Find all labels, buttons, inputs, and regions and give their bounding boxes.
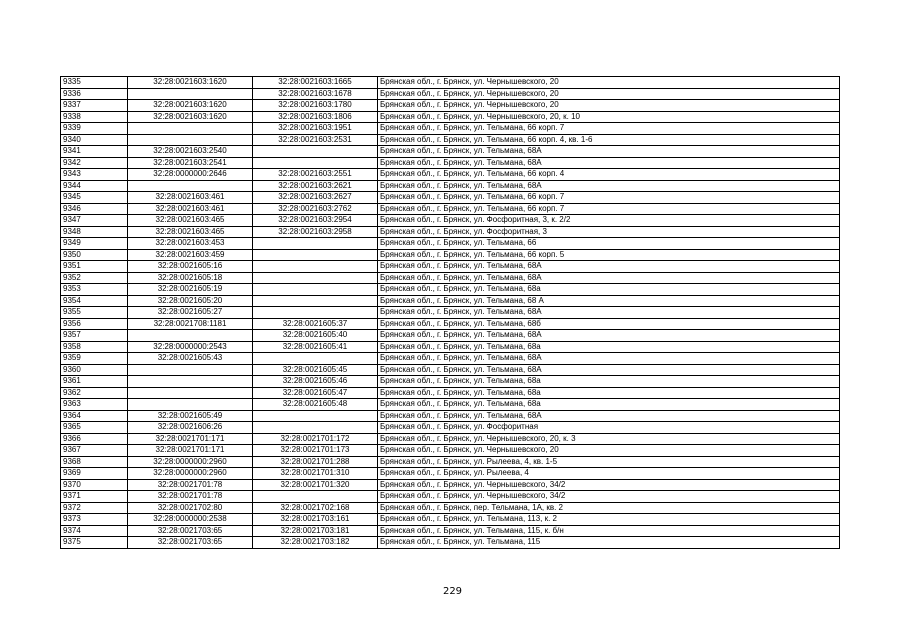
cadastral-number-cell: 32:28:0021605:16 (128, 261, 253, 273)
row-number-cell: 9359 (61, 353, 128, 365)
object-number-cell (253, 146, 378, 158)
cadastral-number-cell: 32:28:0021605:43 (128, 353, 253, 365)
object-number-cell (253, 295, 378, 307)
cadastral-number-cell: 32:28:0021701:171 (128, 445, 253, 457)
address-cell: Брянская обл., г. Брянск, ул. Тельмана, 68А (378, 330, 840, 342)
cadastral-number-cell: 32:28:0000000:2646 (128, 169, 253, 181)
table-row (61, 226, 840, 238)
object-number-cell: 32:28:0021605:37 (253, 318, 378, 330)
table-row (61, 169, 840, 181)
row-number-cell: 9339 (61, 123, 128, 135)
table-row (61, 341, 840, 353)
table-row (61, 479, 840, 491)
row-number-cell: 9349 (61, 238, 128, 250)
cadastral-number-cell (128, 88, 253, 100)
cadastral-number-cell (128, 364, 253, 376)
table-row (61, 203, 840, 215)
table-row (61, 491, 840, 503)
object-number-cell: 32:28:0021603:2958 (253, 226, 378, 238)
cadastral-number-cell (128, 376, 253, 388)
object-number-cell: 32:28:0021603:1665 (253, 77, 378, 89)
row-number-cell: 9368 (61, 456, 128, 468)
object-number-cell: 32:28:0021703:181 (253, 525, 378, 537)
object-number-cell (253, 410, 378, 422)
address-cell: Брянская обл., г. Брянск, ул. Рылеева, 4, кв. 1-5 (378, 456, 840, 468)
row-number-cell: 9348 (61, 226, 128, 238)
object-number-cell (253, 249, 378, 261)
table-row (61, 537, 840, 549)
table-row (61, 433, 840, 445)
table-row (61, 364, 840, 376)
table-row (61, 272, 840, 284)
table-row (61, 180, 840, 192)
table-row (61, 100, 840, 112)
address-cell: Брянская обл., г. Брянск, ул. Тельмана, 66 корп. 7 (378, 192, 840, 204)
cadastral-number-cell: 32:28:0021603:461 (128, 192, 253, 204)
table-row (61, 422, 840, 434)
row-number-cell: 9365 (61, 422, 128, 434)
cadastral-number-cell: 32:28:0021603:1620 (128, 77, 253, 89)
address-cell: Брянская обл., г. Брянск, ул. Тельмана, 66 корп. 5 (378, 249, 840, 261)
address-cell: Брянская обл., г. Брянск, ул. Тельмана, 68а (378, 399, 840, 411)
row-number-cell: 9338 (61, 111, 128, 123)
row-number-cell: 9361 (61, 376, 128, 388)
row-number-cell: 9345 (61, 192, 128, 204)
cadastral-number-cell: 32:28:0021606:26 (128, 422, 253, 434)
row-number-cell: 9353 (61, 284, 128, 296)
row-number-cell: 9369 (61, 468, 128, 480)
object-number-cell: 32:28:0021701:288 (253, 456, 378, 468)
table-row (61, 456, 840, 468)
address-cell: Брянская обл., г. Брянск, ул. Тельмана, 68А (378, 180, 840, 192)
row-number-cell: 9341 (61, 146, 128, 158)
address-cell: Брянская обл., г. Брянск, ул. Тельмана, 68а (378, 376, 840, 388)
object-number-cell (253, 284, 378, 296)
cadastral-number-cell (128, 387, 253, 399)
cadastral-number-cell: 32:28:0021701:171 (128, 433, 253, 445)
address-cell: Брянская обл., г. Брянск, ул. Тельмана, 68А (378, 272, 840, 284)
address-cell: Брянская обл., г. Брянск, ул. Тельмана, 68А (378, 410, 840, 422)
object-number-cell: 32:28:0021603:2954 (253, 215, 378, 227)
row-number-cell: 9364 (61, 410, 128, 422)
address-cell: Брянская обл., г. Брянск, ул. Тельмана, 66 корп. 7 (378, 203, 840, 215)
table-row (61, 525, 840, 537)
table-row (61, 77, 840, 89)
table-row (61, 146, 840, 158)
row-number-cell: 9355 (61, 307, 128, 319)
cadastral-number-cell (128, 180, 253, 192)
object-number-cell: 32:28:0021603:2762 (253, 203, 378, 215)
object-number-cell (253, 157, 378, 169)
object-number-cell: 32:28:0021603:2627 (253, 192, 378, 204)
object-number-cell: 32:28:0021702:168 (253, 502, 378, 514)
row-number-cell: 9351 (61, 261, 128, 273)
table-row (61, 134, 840, 146)
row-number-cell: 9340 (61, 134, 128, 146)
object-number-cell: 32:28:0021605:48 (253, 399, 378, 411)
row-number-cell: 9366 (61, 433, 128, 445)
object-number-cell (253, 261, 378, 273)
address-cell: Брянская обл., г. Брянск, ул. Чернышевского, 34/2 (378, 479, 840, 491)
table-row (61, 445, 840, 457)
table-row (61, 88, 840, 100)
table-body (61, 77, 840, 549)
object-number-cell: 32:28:0021605:47 (253, 387, 378, 399)
object-number-cell (253, 272, 378, 284)
row-number-cell: 9360 (61, 364, 128, 376)
cadastral-number-cell: 32:28:0021603:459 (128, 249, 253, 261)
cadastral-number-cell: 32:28:0021605:20 (128, 295, 253, 307)
object-number-cell (253, 307, 378, 319)
object-number-cell: 32:28:0021701:310 (253, 468, 378, 480)
cadastral-number-cell (128, 330, 253, 342)
row-number-cell: 9363 (61, 399, 128, 411)
object-number-cell: 32:28:0021605:45 (253, 364, 378, 376)
object-number-cell: 32:28:0021703:182 (253, 537, 378, 549)
table-row (61, 399, 840, 411)
cadastral-number-cell: 32:28:0021603:465 (128, 215, 253, 227)
cadastral-number-cell: 32:28:0021703:65 (128, 537, 253, 549)
object-number-cell: 32:28:0021701:320 (253, 479, 378, 491)
address-cell: Брянская обл., г. Брянск, ул. Тельмана, 68А (378, 353, 840, 365)
cadastral-number-cell: 32:28:0021603:453 (128, 238, 253, 250)
cadastral-number-cell: 32:28:0021605:19 (128, 284, 253, 296)
object-number-cell (253, 491, 378, 503)
cadastral-number-cell: 32:28:0021708:1181 (128, 318, 253, 330)
address-cell: Брянская обл., г. Брянск, ул. Тельмана, 68А (378, 157, 840, 169)
object-number-cell: 32:28:0021603:1951 (253, 123, 378, 135)
object-number-cell: 32:28:0021603:1780 (253, 100, 378, 112)
row-number-cell: 9342 (61, 157, 128, 169)
address-cell: Брянская обл., г. Брянск, ул. Чернышевского, 20 (378, 77, 840, 89)
object-number-cell: 32:28:0021605:41 (253, 341, 378, 353)
row-number-cell: 9352 (61, 272, 128, 284)
address-cell: Брянская обл., г. Брянск, ул. Чернышевского, 20, к. 3 (378, 433, 840, 445)
object-number-cell: 32:28:0021703:161 (253, 514, 378, 526)
object-number-cell: 32:28:0021605:46 (253, 376, 378, 388)
object-number-cell: 32:28:0021605:40 (253, 330, 378, 342)
address-cell: Брянская обл., г. Брянск, ул. Тельмана, 115, к. б/н (378, 525, 840, 537)
cadastral-number-cell: 32:28:0021703:65 (128, 525, 253, 537)
cadastral-number-cell: 32:28:0021701:78 (128, 479, 253, 491)
row-number-cell: 9336 (61, 88, 128, 100)
table-row (61, 502, 840, 514)
row-number-cell: 9375 (61, 537, 128, 549)
cadastral-number-cell: 32:28:0021605:49 (128, 410, 253, 422)
address-cell: Брянская обл., г. Брянск, ул. Чернышевского, 20 (378, 88, 840, 100)
table-row (61, 192, 840, 204)
address-cell: Брянская обл., г. Брянск, ул. Фосфоритная (378, 422, 840, 434)
row-number-cell: 9372 (61, 502, 128, 514)
address-cell: Брянская обл., г. Брянск, ул. Тельмана, 66 корп. 4 (378, 169, 840, 181)
object-number-cell: 32:28:0021603:2621 (253, 180, 378, 192)
cadastral-table (60, 76, 840, 549)
table-row (61, 410, 840, 422)
row-number-cell: 9350 (61, 249, 128, 261)
table-row (61, 318, 840, 330)
address-cell: Брянская обл., г. Брянск, ул. Тельмана, 68А (378, 364, 840, 376)
address-cell: Брянская обл., г. Брянск, ул. Тельмана, 66 (378, 238, 840, 250)
table-row (61, 238, 840, 250)
row-number-cell: 9337 (61, 100, 128, 112)
cadastral-number-cell: 32:28:0021603:2540 (128, 146, 253, 158)
address-cell: Брянская обл., г. Брянск, пер. Тельмана, 1А, кв. 2 (378, 502, 840, 514)
row-number-cell: 9370 (61, 479, 128, 491)
address-cell: Брянская обл., г. Брянск, ул. Чернышевского, 34/2 (378, 491, 840, 503)
row-number-cell: 9343 (61, 169, 128, 181)
cadastral-number-cell: 32:28:0000000:2960 (128, 468, 253, 480)
table-row (61, 261, 840, 273)
row-number-cell: 9358 (61, 341, 128, 353)
table-row (61, 330, 840, 342)
row-number-cell: 9347 (61, 215, 128, 227)
address-cell: Брянская обл., г. Брянск, ул. Тельмана, 68А (378, 261, 840, 273)
address-cell: Брянская обл., г. Брянск, ул. Тельмана, 66 корп. 4, кв. 1-6 (378, 134, 840, 146)
row-number-cell: 9346 (61, 203, 128, 215)
table-row (61, 157, 840, 169)
address-cell: Брянская обл., г. Брянск, ул. Чернышевского, 20 (378, 445, 840, 457)
row-number-cell: 9354 (61, 295, 128, 307)
cadastral-number-cell: 32:28:0021701:78 (128, 491, 253, 503)
object-number-cell (253, 238, 378, 250)
address-cell: Брянская обл., г. Брянск, ул. Чернышевского, 20, к. 10 (378, 111, 840, 123)
cadastral-number-cell: 32:28:0021603:1620 (128, 100, 253, 112)
cadastral-number-cell: 32:28:0000000:2960 (128, 456, 253, 468)
cadastral-number-cell (128, 134, 253, 146)
address-cell: Брянская обл., г. Брянск, ул. Тельмана, 68б (378, 318, 840, 330)
cadastral-number-cell: 32:28:0021603:461 (128, 203, 253, 215)
address-cell: Брянская обл., г. Брянск, ул. Тельмана, 68а (378, 284, 840, 296)
table-row (61, 307, 840, 319)
table-row (61, 249, 840, 261)
row-number-cell: 9373 (61, 514, 128, 526)
row-number-cell: 9344 (61, 180, 128, 192)
cadastral-number-cell: 32:28:0021603:465 (128, 226, 253, 238)
table-row (61, 111, 840, 123)
row-number-cell: 9371 (61, 491, 128, 503)
address-cell: Брянская обл., г. Брянск, ул. Тельмана, 68а (378, 387, 840, 399)
row-number-cell: 9374 (61, 525, 128, 537)
cadastral-number-cell: 32:28:0000000:2543 (128, 341, 253, 353)
cadastral-number-cell: 32:28:0021605:18 (128, 272, 253, 284)
row-number-cell: 9335 (61, 77, 128, 89)
address-cell: Брянская обл., г. Брянск, ул. Тельмана, 66 корп. 7 (378, 123, 840, 135)
address-cell: Брянская обл., г. Брянск, ул. Фосфоритная, 3, к. 2/2 (378, 215, 840, 227)
address-cell: Брянская обл., г. Брянск, ул. Чернышевского, 20 (378, 100, 840, 112)
address-cell: Брянская обл., г. Брянск, ул. Фосфоритная, 3 (378, 226, 840, 238)
object-number-cell: 32:28:0021701:172 (253, 433, 378, 445)
row-number-cell: 9367 (61, 445, 128, 457)
table-row (61, 376, 840, 388)
table-row (61, 295, 840, 307)
object-number-cell: 32:28:0021603:1806 (253, 111, 378, 123)
address-cell: Брянская обл., г. Брянск, ул. Тельмана, 68 А (378, 295, 840, 307)
table-row (61, 123, 840, 135)
table-row (61, 468, 840, 480)
cadastral-number-cell: 32:28:0021702:80 (128, 502, 253, 514)
row-number-cell: 9356 (61, 318, 128, 330)
cadastral-number-cell: 32:28:0000000:2538 (128, 514, 253, 526)
table-row (61, 215, 840, 227)
cadastral-number-cell: 32:28:0021603:1620 (128, 111, 253, 123)
table-row (61, 387, 840, 399)
object-number-cell: 32:28:0021603:2531 (253, 134, 378, 146)
object-number-cell: 32:28:0021603:1678 (253, 88, 378, 100)
page-number: 229 (442, 586, 463, 597)
cadastral-number-cell: 32:28:0021605:27 (128, 307, 253, 319)
table-row (61, 353, 840, 365)
address-cell: Брянская обл., г. Брянск, ул. Рылеева, 4 (378, 468, 840, 480)
cadastral-number-cell (128, 123, 253, 135)
object-number-cell: 32:28:0021603:2551 (253, 169, 378, 181)
object-number-cell (253, 422, 378, 434)
object-number-cell (253, 353, 378, 365)
object-number-cell: 32:28:0021701:173 (253, 445, 378, 457)
address-cell: Брянская обл., г. Брянск, ул. Тельмана, 68А (378, 307, 840, 319)
address-cell: Брянская обл., г. Брянск, ул. Тельмана, 68а (378, 341, 840, 353)
cadastral-number-cell (128, 399, 253, 411)
address-cell: Брянская обл., г. Брянск, ул. Тельмана, 113, к. 2 (378, 514, 840, 526)
address-cell: Брянская обл., г. Брянск, ул. Тельмана, 68А (378, 146, 840, 158)
cadastral-number-cell: 32:28:0021603:2541 (128, 157, 253, 169)
row-number-cell: 9362 (61, 387, 128, 399)
table-row (61, 514, 840, 526)
row-number-cell: 9357 (61, 330, 128, 342)
table-row (61, 284, 840, 296)
address-cell: Брянская обл., г. Брянск, ул. Тельмана, 115 (378, 537, 840, 549)
